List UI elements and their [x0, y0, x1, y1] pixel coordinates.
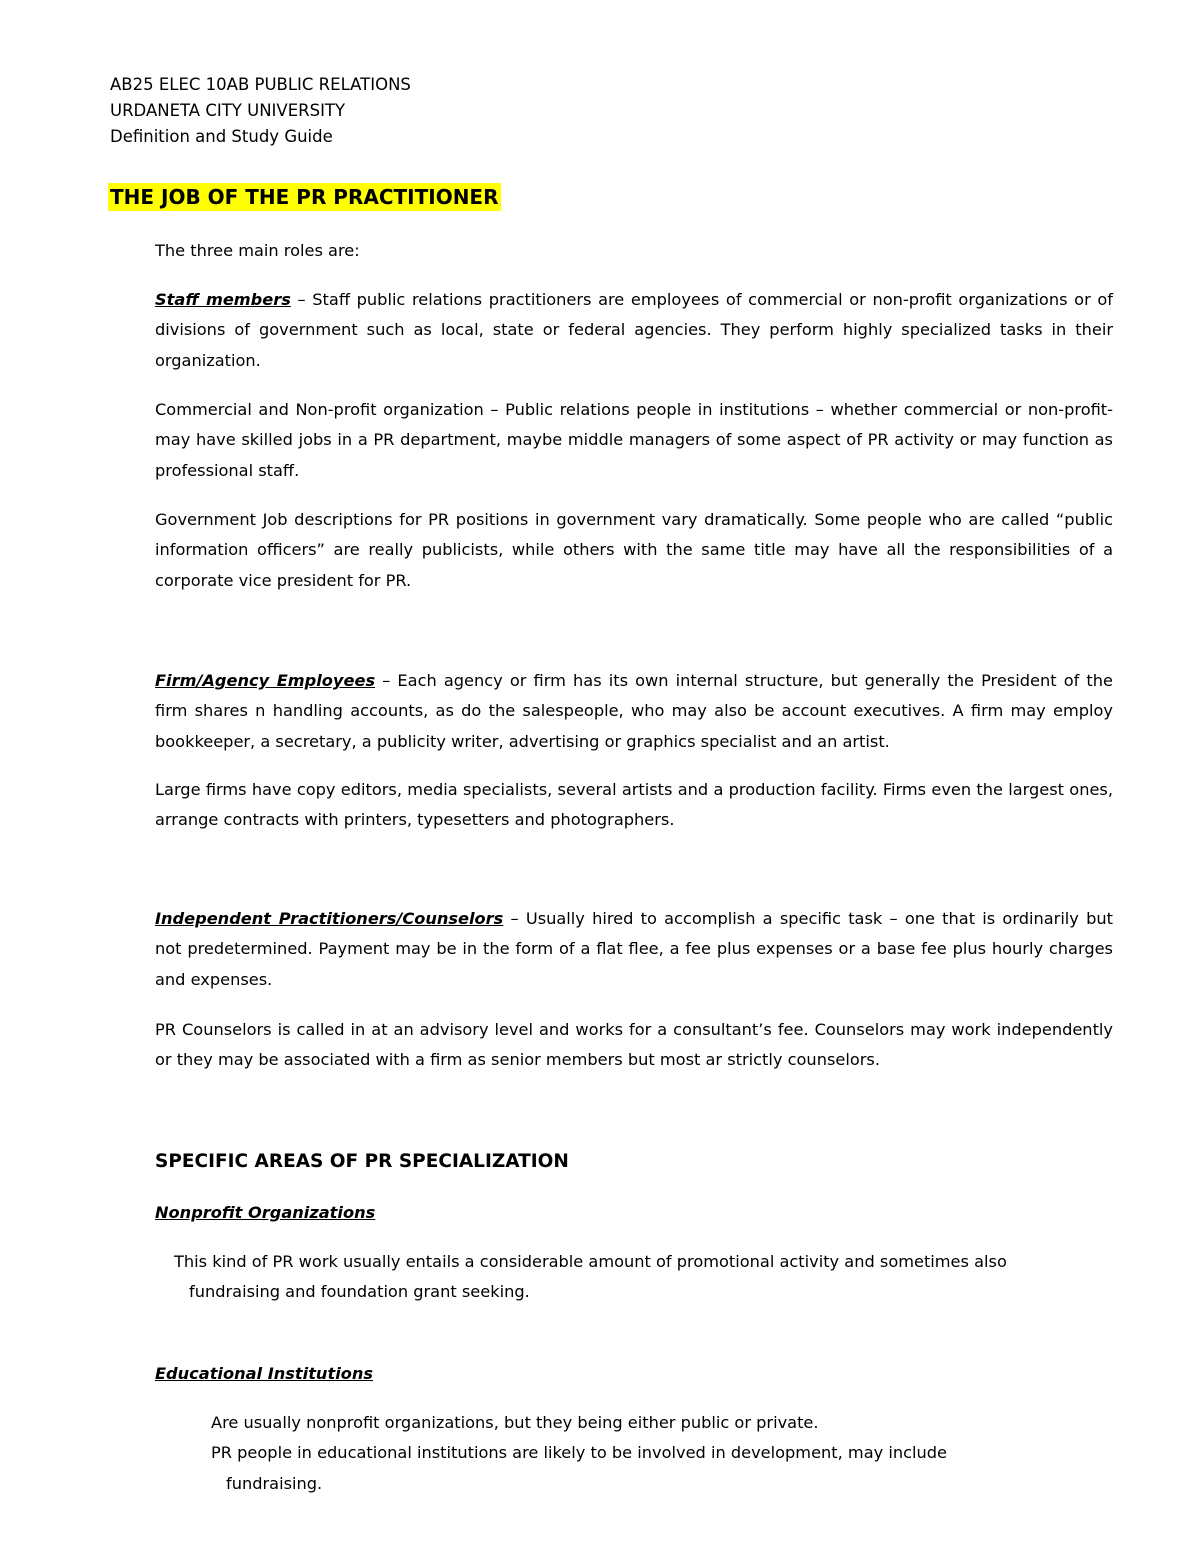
course-title: AB25 ELEC 10AB PUBLIC RELATIONS: [110, 75, 411, 94]
university-name: URDANETA CITY UNIVERSITY: [110, 101, 346, 120]
page-title: THE JOB OF THE PR PRACTITIONER: [110, 185, 499, 209]
commercial-paragraph: Commercial and Non-profit organization – Public relations people in institutions – whether commercial or non-profit- may have skilled jobs in a PR department, maybe middle managers of some aspect of PR activity or may function as professional staff.: [155, 400, 1113, 480]
firm-agency-paragraph: [155, 666, 1113, 757]
independent-term: Independent Practitioners/Counselors: [155, 909, 504, 928]
educational-heading: Educational Institutions: [155, 1364, 374, 1383]
firm-agency-term: Firm/Agency Employees: [155, 671, 376, 690]
educational-line-3: fundraising.: [226, 1474, 323, 1493]
government-paragraph: Government Job descriptions for PR positions in government vary dramatically. Some people who are called “public information officers” are really publicists, while others with the same title may have all the responsibilities of a corporate vice president for PR.: [155, 510, 1113, 590]
counselors-paragraph: PR Counselors is called in at an advisory level and works for a consultant’s fee. Counselors may work independently or they may be associated with a firm as senior members but most ar strictly counselors.: [155, 1020, 1113, 1070]
nonprofit-line-2: fundraising and foundation grant seeking.: [189, 1282, 530, 1301]
section-heading: SPECIFIC AREAS OF PR SPECIALIZATION: [155, 1151, 569, 1172]
independent-text: – Usually hired to accomplish a specific task – one that is ordinarily but not predetermined. Payment may be in the form of a flat flee, a fee plus expenses or a base fee plus hourly charges and expenses.: [155, 909, 1113, 989]
document-type: Definition and Study Guide: [110, 127, 333, 146]
nonprofit-line-1: This kind of PR work usually entails a considerable amount of promotional activity and sometimes also: [174, 1252, 1007, 1271]
staff-members-paragraph: [155, 285, 1113, 376]
educational-line-2: PR people in educational institutions are likely to be involved in development, may include: [211, 1443, 947, 1462]
independent-paragraph: [155, 904, 1113, 995]
staff-members-text: – Staff public relations practitioners are employees of commercial or non-profit organizations or of divisions of government such as local, state or federal agencies. They perform highly specialized tasks in their organization.: [155, 290, 1113, 370]
educational-line-1: Are usually nonprofit organizations, but they being either public or private.: [211, 1413, 819, 1432]
nonprofit-heading: Nonprofit Organizations: [155, 1203, 376, 1222]
intro-text: The three main roles are:: [155, 241, 360, 260]
large-firms-paragraph: Large firms have copy editors, media specialists, several artists and a production facility. Firms even the largest ones, arrange contracts with printers, typesetters and photographers.: [155, 780, 1113, 830]
staff-members-term: Staff members: [155, 290, 291, 309]
firm-agency-text: – Each agency or firm has its own internal structure, but generally the President of the firm shares n handling accounts, as do the salespeople, who may also be account executives. A firm may employ bookkeeper, a secretary, a publicity writer, advertising or graphics specialist and an artist.: [155, 671, 1113, 751]
